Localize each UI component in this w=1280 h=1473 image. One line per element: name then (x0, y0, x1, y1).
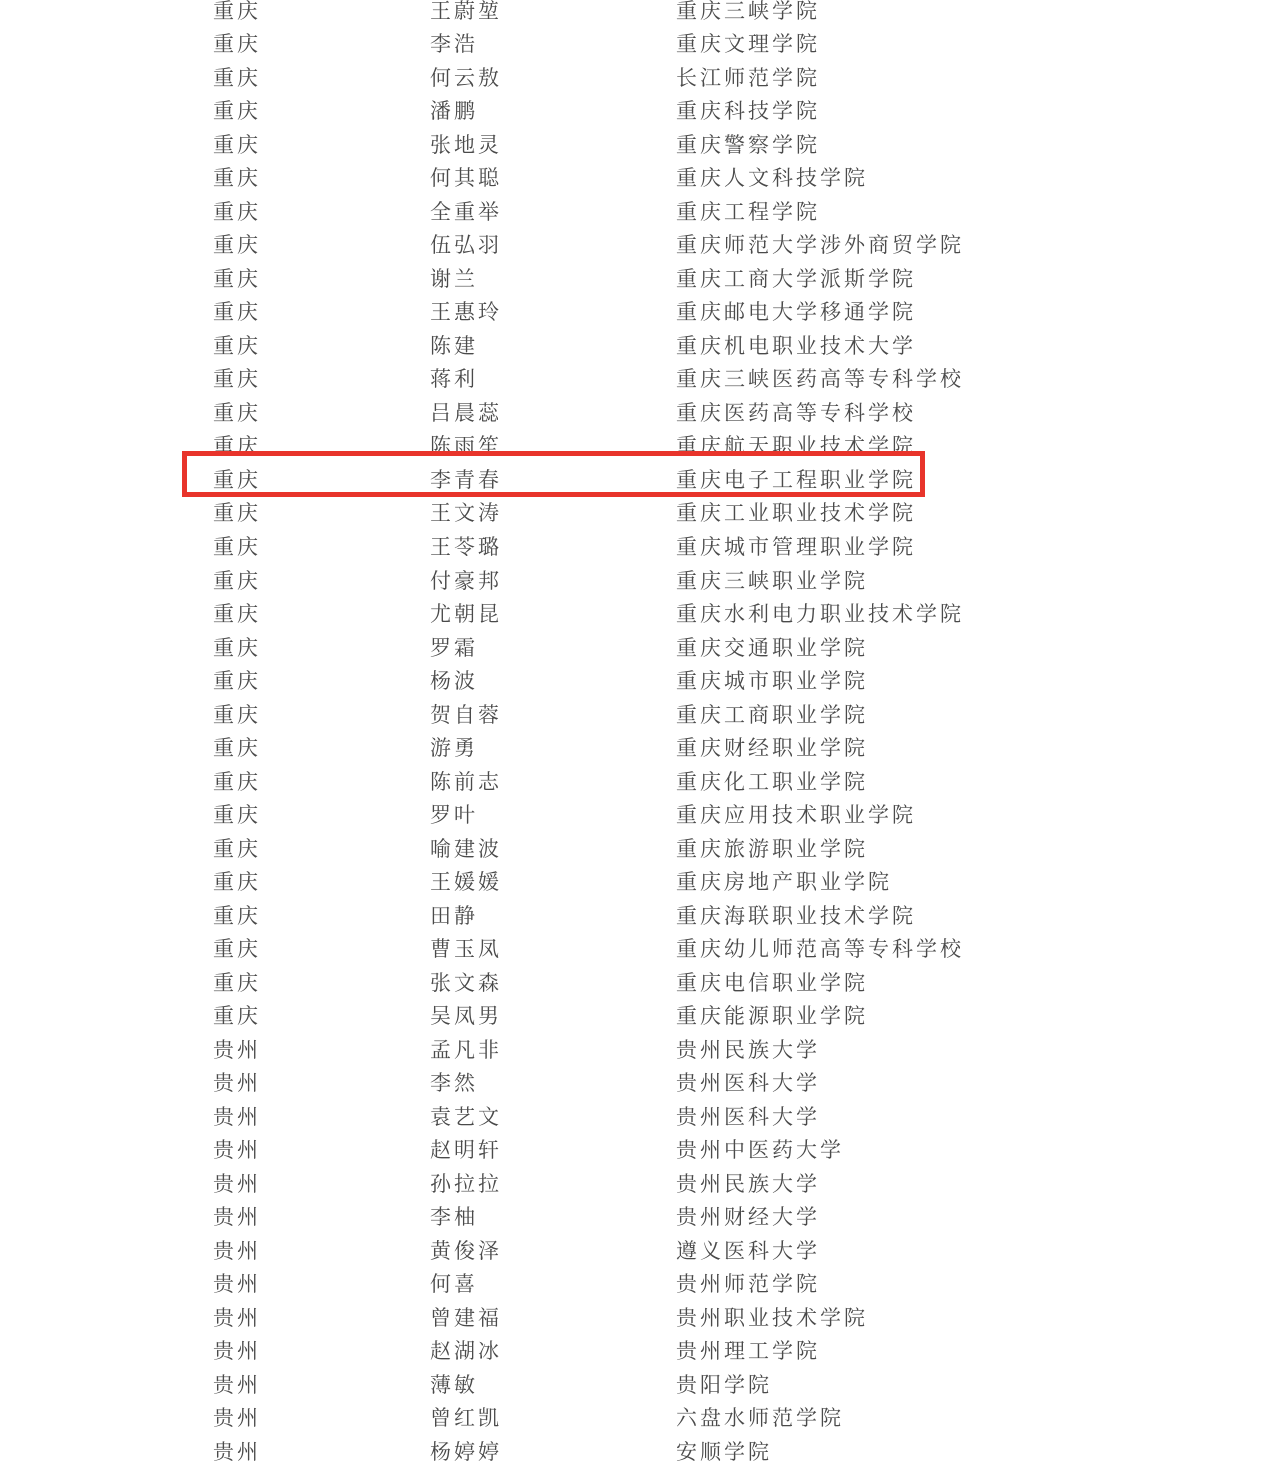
cell-province: 重庆 (213, 333, 261, 358)
cell-school: 贵州医科大学 (676, 1071, 820, 1096)
cell-school: 贵州中医药大学 (676, 1138, 844, 1163)
cell-school: 贵州师范学院 (676, 1272, 820, 1297)
cell-province: 贵州 (213, 1104, 261, 1129)
cell-name: 喻建波 (430, 836, 502, 861)
table-row (0, 127, 1280, 161)
table-row (0, 362, 1280, 396)
cell-province: 重庆 (213, 836, 261, 861)
cell-school: 重庆警察学院 (676, 132, 820, 157)
cell-province: 重庆 (213, 702, 261, 727)
table-row (0, 1166, 1280, 1200)
cell-school: 长江师范学院 (676, 65, 820, 90)
cell-name: 陈前志 (430, 769, 502, 794)
cell-name: 王媛媛 (430, 870, 502, 895)
cell-school: 重庆航天职业技术学院 (676, 434, 916, 459)
table-row (0, 161, 1280, 195)
cell-province: 重庆 (213, 903, 261, 928)
cell-school: 六盘水师范学院 (676, 1406, 844, 1431)
table-row (0, 462, 1280, 496)
table-row (0, 1233, 1280, 1267)
table-row (0, 1434, 1280, 1468)
table-row (0, 27, 1280, 61)
cell-name: 曾红凯 (430, 1406, 502, 1431)
table-row (0, 496, 1280, 530)
table-row (0, 1066, 1280, 1100)
cell-province: 重庆 (213, 467, 261, 492)
table-row (0, 697, 1280, 731)
cell-name: 孟凡非 (430, 1037, 502, 1062)
table-row (0, 1200, 1280, 1234)
cell-school: 重庆电信职业学院 (676, 970, 868, 995)
table-row (0, 1267, 1280, 1301)
cell-name: 张地灵 (430, 132, 502, 157)
cell-school: 重庆工程学院 (676, 199, 820, 224)
cell-province: 重庆 (213, 535, 261, 559)
cell-school: 重庆财经职业学院 (676, 736, 868, 761)
cell-school: 重庆城市管理职业学院 (676, 535, 916, 559)
cell-name: 王惠玲 (430, 300, 502, 325)
cell-name: 李青春 (430, 467, 502, 492)
cell-name: 曹玉凤 (430, 937, 502, 962)
table-row (0, 295, 1280, 329)
cell-school: 重庆应用技术职业学院 (676, 803, 916, 828)
cell-school: 重庆旅游职业学院 (676, 836, 868, 861)
table-row (0, 730, 1280, 764)
cell-school: 重庆幼儿师范高等专科学校 (676, 937, 964, 962)
cell-name: 吕晨蕊 (430, 400, 502, 425)
cell-school: 贵州理工学院 (676, 1339, 820, 1364)
cell-school: 贵州民族大学 (676, 1037, 820, 1062)
table-row (0, 898, 1280, 932)
cell-name: 薄敏 (430, 1372, 478, 1397)
table-row (0, 328, 1280, 362)
cell-school: 重庆海联职业技术学院 (676, 903, 916, 928)
cell-province: 贵州 (213, 1037, 261, 1062)
cell-school: 重庆工业职业技术学院 (676, 501, 916, 526)
cell-name: 王蔚堃 (430, 0, 502, 23)
table-row (0, 831, 1280, 865)
cell-school: 贵阳学院 (676, 1372, 772, 1397)
cell-school: 重庆电子工程职业学院 (676, 467, 916, 492)
cell-province: 重庆 (213, 937, 261, 962)
cell-name: 谢兰 (430, 266, 478, 291)
cell-name: 何喜 (430, 1272, 478, 1297)
cell-school: 重庆三峡医药高等专科学校 (676, 367, 964, 392)
cell-school: 重庆医药高等专科学校 (676, 400, 916, 425)
cell-province: 贵州 (213, 1238, 261, 1263)
table-row (0, 228, 1280, 262)
cell-school: 贵州财经大学 (676, 1205, 820, 1230)
cell-name: 游勇 (430, 736, 478, 761)
cell-school: 贵州职业技术学院 (676, 1305, 868, 1330)
cell-province: 重庆 (213, 199, 261, 224)
cell-school: 重庆工商大学派斯学院 (676, 266, 916, 291)
cell-name: 赵明轩 (430, 1138, 502, 1163)
table-row (0, 429, 1280, 463)
cell-name: 李浩 (430, 32, 478, 57)
cell-province: 重庆 (213, 300, 261, 325)
cell-school: 重庆三峡职业学院 (676, 568, 868, 593)
cell-name: 何其聪 (430, 166, 502, 191)
table-row (0, 529, 1280, 563)
cell-name: 李然 (430, 1071, 478, 1096)
cell-name: 伍弘羽 (430, 233, 502, 258)
table-row (0, 596, 1280, 630)
table-row (0, 1032, 1280, 1066)
cell-province: 重庆 (213, 132, 261, 157)
cell-province: 重庆 (213, 367, 261, 392)
cell-province: 重庆 (213, 32, 261, 57)
cell-name: 罗叶 (430, 803, 478, 828)
cell-province: 重庆 (213, 669, 261, 694)
cell-province: 重庆 (213, 635, 261, 660)
cell-school: 贵州医科大学 (676, 1104, 820, 1129)
cell-name: 尤朝昆 (430, 602, 502, 627)
table-row (0, 60, 1280, 94)
cell-school: 安顺学院 (676, 1439, 772, 1464)
cell-province: 重庆 (213, 0, 261, 23)
cell-name: 杨婷婷 (430, 1439, 502, 1464)
cell-school: 贵州民族大学 (676, 1171, 820, 1196)
cell-province: 重庆 (213, 736, 261, 761)
cell-name: 赵湖冰 (430, 1339, 502, 1364)
cell-name: 陈建 (430, 333, 478, 358)
cell-province: 贵州 (213, 1439, 261, 1464)
cell-name: 张文森 (430, 970, 502, 995)
cell-school: 重庆科技学院 (676, 99, 820, 124)
cell-school: 重庆水利电力职业技术学院 (676, 602, 964, 627)
cell-name: 贺自蓉 (430, 702, 502, 727)
cell-school: 重庆交通职业学院 (676, 635, 868, 660)
table-row (0, 1401, 1280, 1435)
cell-province: 重庆 (213, 233, 261, 258)
table-row (0, 797, 1280, 831)
cell-province: 贵州 (213, 1171, 261, 1196)
table-row (0, 931, 1280, 965)
table-row (0, 194, 1280, 228)
table-row (0, 630, 1280, 664)
cell-province: 贵州 (213, 1305, 261, 1330)
cell-school: 重庆邮电大学移通学院 (676, 300, 916, 325)
cell-name: 王苓璐 (430, 535, 502, 559)
cell-province: 重庆 (213, 803, 261, 828)
table-row (0, 1099, 1280, 1133)
cell-name: 蒋利 (430, 367, 478, 392)
cell-school: 重庆三峡学院 (676, 0, 820, 23)
cell-province: 重庆 (213, 568, 261, 593)
cell-province: 重庆 (213, 434, 261, 459)
cell-school: 重庆化工职业学院 (676, 769, 868, 794)
cell-province: 贵州 (213, 1372, 261, 1397)
table-row (0, 764, 1280, 798)
cell-province: 贵州 (213, 1138, 261, 1163)
cell-name: 全重举 (430, 199, 502, 224)
cell-school: 重庆文理学院 (676, 32, 820, 57)
table-row (0, 663, 1280, 697)
table-row (0, 1334, 1280, 1368)
cell-province: 贵州 (213, 1339, 261, 1364)
cell-name: 黄俊泽 (430, 1238, 502, 1263)
table-row (0, 1300, 1280, 1334)
cell-name: 曾建福 (430, 1305, 502, 1330)
cell-name: 潘鹏 (430, 99, 478, 124)
cell-province: 重庆 (213, 970, 261, 995)
cell-province: 重庆 (213, 1004, 261, 1029)
cell-name: 孙拉拉 (430, 1171, 502, 1196)
cell-school: 遵义医科大学 (676, 1238, 820, 1263)
cell-school: 重庆工商职业学院 (676, 702, 868, 727)
cell-name: 王文涛 (430, 501, 502, 526)
cell-name: 陈雨笙 (430, 434, 502, 459)
table-row (0, 1133, 1280, 1167)
cell-school: 重庆城市职业学院 (676, 669, 868, 694)
cell-name: 何云敖 (430, 65, 502, 90)
table-row (0, 94, 1280, 128)
table-row (0, 965, 1280, 999)
cell-name: 李柚 (430, 1205, 478, 1230)
table-row (0, 864, 1280, 898)
cell-school: 重庆师范大学涉外商贸学院 (676, 233, 964, 258)
table-row (0, 998, 1280, 1032)
cell-name: 袁艺文 (430, 1104, 502, 1129)
cell-province: 重庆 (213, 166, 261, 191)
cell-province: 贵州 (213, 1272, 261, 1297)
cell-name: 罗霜 (430, 635, 478, 660)
cell-school: 重庆能源职业学院 (676, 1004, 868, 1029)
cell-province: 重庆 (213, 266, 261, 291)
table-row (0, 1367, 1280, 1401)
cell-province: 重庆 (213, 99, 261, 124)
table-row (0, 0, 1280, 27)
table-row (0, 261, 1280, 295)
cell-province: 重庆 (213, 65, 261, 90)
cell-province: 贵州 (213, 1205, 261, 1230)
table-row (0, 395, 1280, 429)
cell-school: 重庆机电职业技术大学 (676, 333, 916, 358)
cell-name: 吴凤男 (430, 1004, 502, 1029)
cell-province: 重庆 (213, 501, 261, 526)
cell-name: 田静 (430, 903, 478, 928)
cell-name: 杨波 (430, 669, 478, 694)
table-row (0, 563, 1280, 597)
cell-province: 重庆 (213, 769, 261, 794)
cell-province: 贵州 (213, 1406, 261, 1431)
cell-school: 重庆人文科技学院 (676, 166, 868, 191)
cell-province: 贵州 (213, 1071, 261, 1096)
cell-school: 重庆房地产职业学院 (676, 870, 892, 895)
cell-name: 付豪邦 (430, 568, 502, 593)
cell-province: 重庆 (213, 870, 261, 895)
cell-province: 重庆 (213, 602, 261, 627)
cell-province: 重庆 (213, 400, 261, 425)
